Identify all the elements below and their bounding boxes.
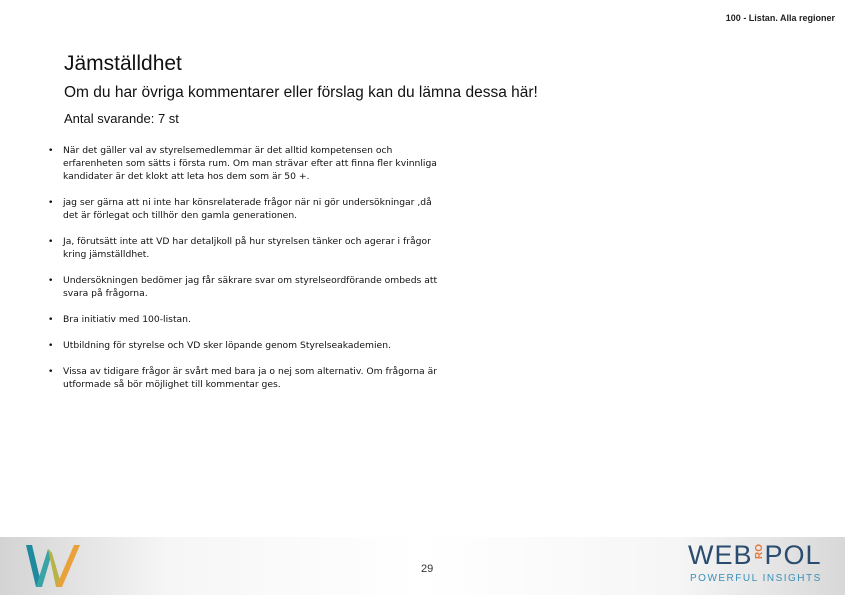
bullet-icon: • [48, 340, 54, 351]
comment-text: jag ser gärna att ni inte har könsrelaterade frågor när ni gör undersökningar ,då det är förlegat och tillhör den gamla generationen. [63, 197, 432, 221]
bullet-icon: • [48, 145, 54, 156]
page-number: 29 [421, 563, 434, 575]
bullet-icon: • [48, 236, 54, 247]
comment-text: När det gäller val av styrelsemedlemmar är det alltid kompetensen och erfarenheten som sätts i första rum. Om man strävar efter att finna fler kvinnliga kandidater är det klokt att leta hos dem som är 50 +. [63, 145, 437, 182]
comment-text: Utbildning för styrelse och VD sker löpande genom Styrelseakademien. [63, 340, 391, 351]
webropol-ro: RO [754, 544, 765, 559]
webropol-logo [688, 540, 828, 588]
comment-text: Bra initiativ med 100-listan. [63, 314, 191, 325]
comment-list [48, 144, 438, 404]
survey-question: Om du har övriga kommentarer eller förslag kan du lämna dessa här! [64, 84, 538, 101]
comment-item [48, 235, 438, 261]
bullet-icon: • [48, 314, 54, 325]
w-logo-icon [24, 543, 84, 589]
comment-item [48, 339, 438, 352]
bullet-icon: • [48, 366, 54, 377]
webropol-tagline: POWERFUL INSIGHTS [690, 573, 822, 584]
wordmark-pol: POL [764, 540, 822, 570]
bullet-icon: • [48, 275, 54, 286]
bullet-icon: • [48, 197, 54, 208]
comment-item [48, 196, 438, 222]
comment-text: Undersökningen bedömer jag får säkrare svar om styrelseordförande ombeds att svara på frågorna. [63, 275, 438, 299]
respondent-count: Antal svarande: 7 st [64, 111, 179, 126]
comment-text: Ja, förutsätt inte att VD har detaljkoll på hur styrelsen tänker och agerar i frågor kring jämställdhet. [63, 236, 431, 260]
slide-title: Jämställdhet [64, 52, 182, 75]
wordmark-web: WEB [688, 540, 753, 570]
comment-text: Vissa av tidigare frågor är svårt med bara ja o nej som alternativ. Om frågorna är utformade så bör möjlighet till kommentar ges. [63, 366, 438, 390]
comment-item [48, 274, 438, 300]
comment-item [48, 313, 438, 326]
report-tag: 100 - Listan. Alla regioner [725, 13, 835, 23]
comment-item [48, 144, 438, 183]
comment-item [48, 365, 438, 391]
